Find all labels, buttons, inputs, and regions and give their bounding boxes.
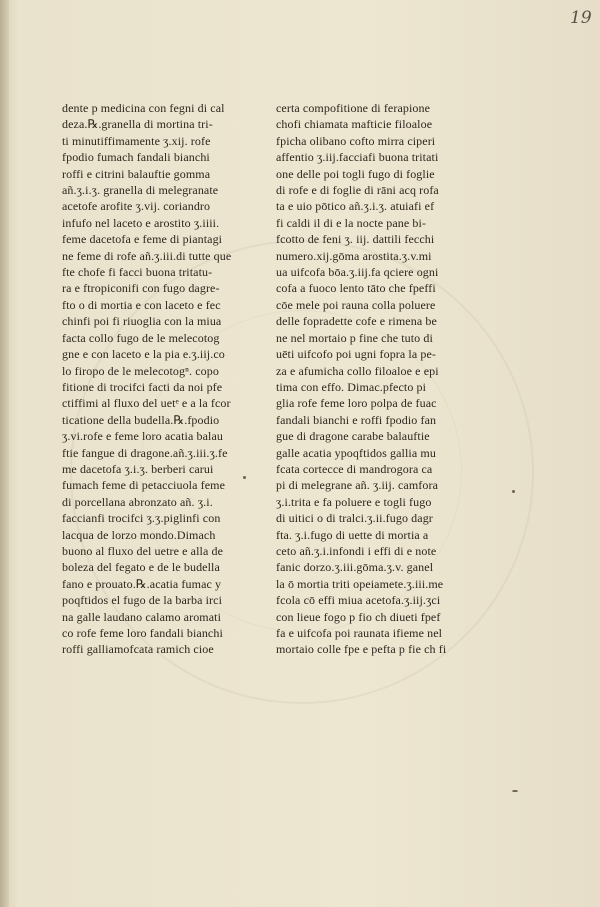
text-line: ti minutiffimamente ʒ.xij. rofe — [62, 133, 211, 148]
text-line: ua uifcofa bōa.ʒ.iij.fa qciere ogni — [276, 265, 439, 280]
right-text-column — [276, 100, 472, 658]
text-line: numero.xij.gōma arostita.ʒ.v.mi — [276, 248, 432, 263]
text-line: galle acatia ypoqftidos gallia mu — [276, 445, 436, 460]
text-line: feme dacetofa e feme di piantagi — [62, 232, 223, 247]
text-line: roffi e citrini balauftie gomma — [62, 166, 211, 181]
text-line: faccianfi trocifci ʒ.ʒ.piglinfi con — [62, 511, 221, 526]
text-line: ne feme di rofe añ.ʒ.iii.di tutte que — [62, 248, 232, 263]
text-line: fpodio fumach fandali bianchi — [62, 150, 210, 165]
text-line: fa e uifcofa poi raunata ifieme nel — [276, 626, 443, 640]
text-line: fano e prouato.℞.acatia fumac y — [62, 576, 222, 591]
text-line: di uitici o di tralci.ʒ.ii.fugo dagr — [276, 511, 433, 526]
text-line: acetofe arofite ʒ.vij. coriandro — [62, 199, 211, 214]
text-line: mortaio colle fpe e pefta p fie ch fi — [276, 642, 447, 657]
text-line: co rofe feme loro fandali bianchi — [62, 626, 223, 640]
text-line: na galle laudano calamo aromati — [62, 609, 222, 624]
left-text-column — [62, 100, 250, 658]
text-line: fcotto de feni ʒ. iij. dattili fecchi — [276, 232, 435, 247]
text-line: poqftidos el fugo de la barba irci — [62, 593, 223, 608]
text-line: tima con effo. Dimac.pfecto pi — [276, 379, 427, 394]
ink-dot — [243, 476, 246, 479]
text-line: chofi chiamata mafticie filoaloe — [276, 117, 433, 132]
text-line: fumach feme di petacciuola feme — [62, 478, 226, 493]
text-line: la ō mortia triti opeiamete.ʒ.iii.me — [276, 576, 444, 591]
text-line: gue di dragone carabe balauftie — [276, 429, 430, 444]
text-line: one delle poi togli fugo di foglie — [276, 166, 435, 181]
text-line: roffi galliamofcata ramich cioe — [62, 642, 214, 657]
text-line: lo firopo de le melecotogⁿ. copo — [62, 363, 219, 378]
text-line: fta. ʒ.i.fugo di uette di mortia a — [276, 527, 429, 542]
text-line: dente p medicina con fegni di cal — [62, 101, 225, 115]
text-line: ʒ.i.trita e fa poluere e togli fugo — [276, 494, 432, 509]
text-line: fi caldi il di e la nocte pane bi- — [276, 215, 427, 230]
text-line: ne nel mortaio p fine che tuto di — [276, 330, 433, 345]
text-line: con lieue fogo p fio ch diueti fpef — [276, 609, 441, 624]
text-line: cōe mele poi rauna colla poluere — [276, 297, 436, 312]
text-line: ceto añ.ʒ.i.infondi i effi di e note — [276, 543, 437, 558]
text-line: cofa a fuoco lento tāto che fpeffi — [276, 281, 436, 296]
text-line: fandali bianchi e roffi fpodio fan — [276, 412, 437, 427]
text-line: facta collo fugo de le melecotog — [62, 330, 220, 345]
page-gutter — [0, 0, 9, 907]
text-line: glia rofe feme loro polpa de fuac — [276, 396, 437, 411]
text-line: ticatione della budella.℞.fpodio — [62, 412, 220, 427]
text-line: fcata cortecce di mandrogora ca — [276, 461, 433, 476]
text-line: ra e ftropiconifi con fugo dagre- — [62, 281, 220, 296]
text-line: pi di melegrane añ. ʒ.iij. camfora — [276, 478, 438, 493]
text-line: añ.ʒ.i.ʒ. granella di melegranate — [62, 183, 219, 198]
text-line: ʒ.vi.rofe e feme loro acatia balau — [62, 429, 223, 444]
text-line: delle fopradette cofe e rimena be — [276, 314, 437, 329]
text-line: fcola cō effi miua acetofa.ʒ.iij.ʒci — [276, 593, 441, 608]
text-line: ftie fangue di dragone.añ.ʒ.iii.ʒ.fe — [62, 445, 228, 460]
text-line: certa compofitione di ferapione — [276, 101, 431, 115]
text-line: chinfi poi fi riuoglia con la miua — [62, 314, 222, 329]
text-line: fitione di trocifci facti da noi pfe — [62, 379, 223, 394]
folio-number: 19 — [570, 8, 592, 28]
ink-mark — [512, 790, 518, 792]
text-line: ctiffimi al fluxo del uetᵉ e a la fcor — [62, 396, 231, 411]
text-line: di porcellana abronzato añ. ʒ.i. — [62, 494, 213, 509]
text-line: fpicha olibano cofto mirra ciperi — [276, 133, 436, 148]
ink-dot — [512, 490, 515, 493]
text-line: uēti uifcofo poi ugni fopra la pe- — [276, 347, 437, 362]
text-line: deza.℞.granella di mortina tri- — [62, 117, 213, 132]
text-line: fto o di mortia e con laceto e fec — [62, 297, 221, 312]
text-line: za e afumicha collo filoaloe e epi — [276, 363, 439, 378]
text-line: fanic dorzo.ʒ.iii.gōma.ʒ.v. ganel — [276, 560, 434, 575]
text-line: boleza del fegato e de le budella — [62, 560, 220, 575]
text-line: fte chofe fi facci buona tritatu- — [62, 265, 213, 280]
text-line: gne e con laceto e la pia e.ʒ.iij.co — [62, 347, 225, 362]
text-line: di rofe e di foglie di rāni acq rofa — [276, 183, 439, 198]
text-line: lacqua de lorzo mondo.Dimach — [62, 527, 216, 542]
text-line: me dacetofa ʒ.i.ʒ. berberi carui — [62, 461, 214, 476]
text-line: buono al fluxo del uetre e alla de — [62, 543, 224, 558]
text-line: ta e uio pōtico añ.ʒ.i.ʒ. atuiafi ef — [276, 199, 435, 214]
text-line: infufo nel laceto e arostito ʒ.iiii. — [62, 215, 220, 230]
text-line: affentio ʒ.iij.facciafi buona tritati — [276, 150, 439, 165]
